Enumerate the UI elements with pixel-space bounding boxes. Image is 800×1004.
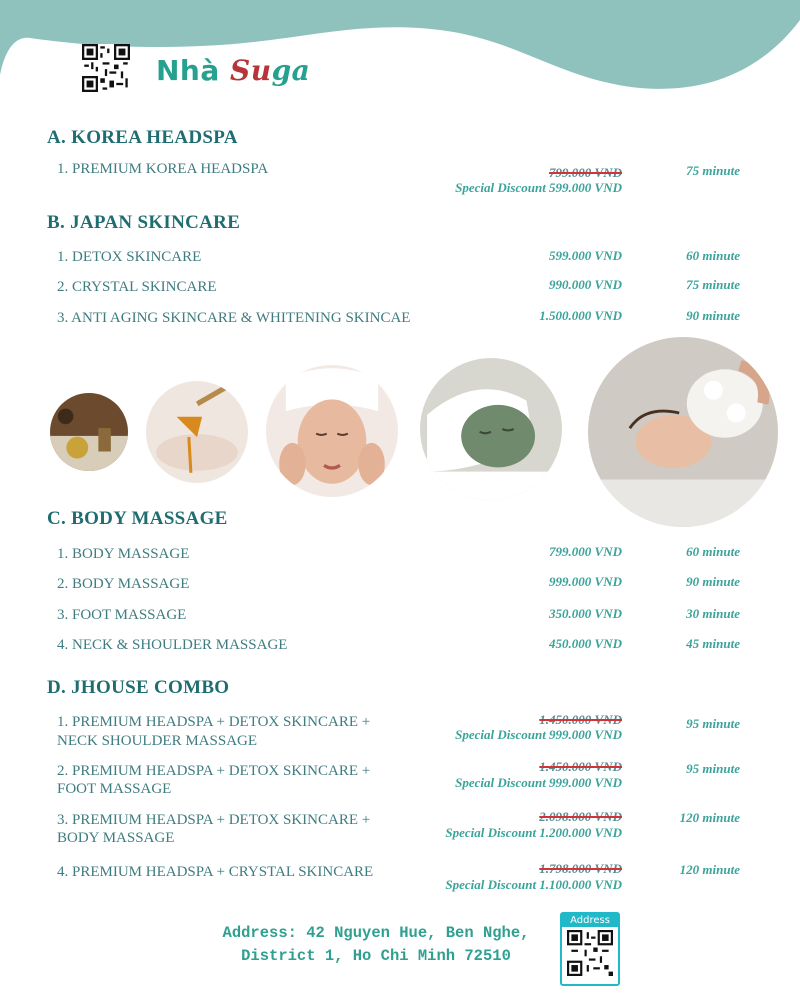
service-name: 2. CRYSTAL SKINCARE <box>57 279 217 295</box>
qr-label: Address <box>562 914 618 927</box>
duration: 75 minute <box>686 277 740 292</box>
duration: 60 minute <box>686 248 740 263</box>
combo-name-line1: 3. PREMIUM HEADSPA + DETOX SKINCARE + <box>57 812 371 828</box>
combo-name-line1: 4. PREMIUM HEADSPA + CRYSTAL SKINCARE <box>57 864 374 880</box>
original-price: 799.000 VND <box>549 165 622 180</box>
combo-name-line2: FOOT MASSAGE <box>57 781 172 797</box>
duration: 95 minute <box>686 761 740 776</box>
discount-price: Special Discount 999.000 VND <box>455 775 622 790</box>
hair-wash-photo <box>588 337 778 527</box>
original-price: 1.450.000 VND <box>539 712 622 727</box>
section-a-heading: A. KOREA HEADSPA <box>47 127 238 148</box>
discount-price: Special Discount 999.000 VND <box>455 727 622 742</box>
service-name: 2. BODY MASSAGE <box>57 576 190 592</box>
section-d-heading: D. JHOUSE COMBO <box>47 677 230 698</box>
duration: 120 minute <box>679 862 740 877</box>
duration: 90 minute <box>686 574 740 589</box>
service-name: 3. ANTI AGING SKINCARE & WHITENING SKINCAE <box>57 310 411 326</box>
price: 450.000 VND <box>549 636 622 651</box>
face-mask-woman-photo <box>266 365 398 497</box>
honey-dropper-photo <box>146 381 248 483</box>
discount-price: Special Discount 1.200.000 VND <box>445 825 622 840</box>
duration: 90 minute <box>686 308 740 323</box>
address-qr-code[interactable] <box>560 912 620 986</box>
duration: 120 minute <box>679 810 740 825</box>
original-price: 2.098.000 VND <box>539 809 622 824</box>
original-price: 1.450.000 VND <box>539 759 622 774</box>
duration: 45 minute <box>686 636 740 651</box>
price: 599.000 VND <box>549 248 622 263</box>
price: 350.000 VND <box>549 606 622 621</box>
combo-name-line1: 1. PREMIUM HEADSPA + DETOX SKINCARE + <box>57 714 371 730</box>
combo-name-line2: BODY MASSAGE <box>57 830 175 846</box>
discount-price: Special Discount 599.000 VND <box>455 180 622 195</box>
duration: 30 minute <box>686 606 740 621</box>
combo-name-line2: NECK SHOULDER MASSAGE <box>57 733 258 749</box>
address-line1: Address: 42 Nguyen Hue, Ben Nghe, <box>222 924 530 942</box>
qr-code-top <box>82 44 130 92</box>
service-name: 1. BODY MASSAGE <box>57 546 190 562</box>
green-mask-photo <box>420 358 562 500</box>
service-name: 4. NECK & SHOULDER MASSAGE <box>57 637 288 653</box>
price: 799.000 VND <box>549 544 622 559</box>
section-c-heading: C. BODY MASSAGE <box>47 508 228 529</box>
price: 1.500.000 VND <box>539 308 622 323</box>
price: 999.000 VND <box>549 574 622 589</box>
combo-name-line1: 2. PREMIUM HEADSPA + DETOX SKINCARE + <box>57 763 371 779</box>
address-block <box>206 922 546 968</box>
service-name: 1. DETOX SKINCARE <box>57 249 202 265</box>
discount-price: Special Discount 1.100.000 VND <box>445 877 622 892</box>
logo-text-nha: Nhà <box>156 54 220 87</box>
price: 990.000 VND <box>549 277 622 292</box>
brand-logo <box>156 54 310 87</box>
duration: 75 minute <box>686 163 740 178</box>
service-name: 1. PREMIUM KOREA HEADSPA <box>57 161 269 177</box>
service-name: 3. FOOT MASSAGE <box>57 607 187 623</box>
qr-code-icon <box>567 930 613 976</box>
section-b-heading: B. JAPAN SKINCARE <box>47 212 241 233</box>
logo-text-su: Su <box>230 54 272 87</box>
duration: 95 minute <box>686 716 740 731</box>
duration: 60 minute <box>686 544 740 559</box>
address-line2: District 1, Ho Chi Minh 72510 <box>241 947 511 965</box>
original-price: 1.798.000 VND <box>539 861 622 876</box>
logo-text-ga: ga <box>271 54 311 87</box>
spa-oil-photo <box>50 393 128 471</box>
